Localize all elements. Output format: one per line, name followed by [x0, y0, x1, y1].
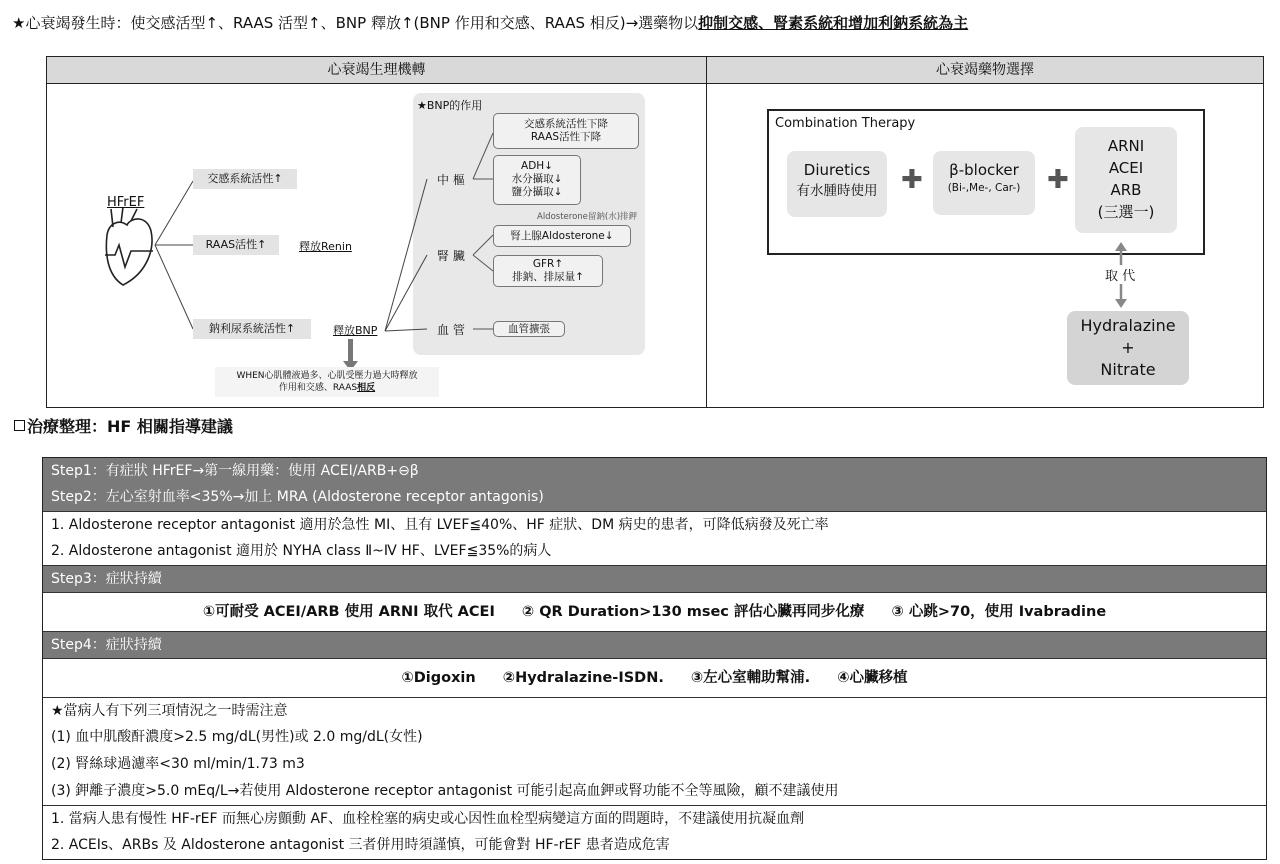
arni-label: ARNI	[1107, 137, 1145, 155]
guideline-table	[42, 457, 1267, 860]
central-box-1: 交感系統活性下降 RAAS活性下降	[493, 113, 639, 149]
drug-column	[707, 57, 1263, 407]
section-title	[14, 414, 233, 437]
section-title-text: 治療整理：HF 相關指導建議	[27, 417, 233, 436]
mechanism-drug-table	[46, 56, 1264, 408]
step3-option-2: ② QR Duration>130 msec 評估心臟再同步化療	[521, 604, 865, 620]
beta-blocker-note: (Bi-,Me-, Car-)	[947, 182, 1021, 194]
central-label: 中 樞	[437, 173, 465, 187]
when-note-line2	[215, 382, 439, 394]
when-note-line2a: 作用和交感、RAAS	[278, 383, 358, 393]
step2-row: Step2：左心室射血率<35%→加上 MRA (Aldosterone receptor antagonis)	[43, 484, 1266, 511]
step1-row: Step1：有症狀 HFrEF→第一線用藥：使用 ACEI/ARB+⊖β	[43, 458, 1266, 484]
kidney-box-1: 腎上腺Aldosterone↓	[493, 225, 631, 247]
hydralazine-plus: +	[1121, 338, 1135, 357]
step3-row: Step3：症狀持續	[43, 565, 1266, 592]
step4-option-4: ④心臟移植	[837, 670, 908, 686]
intro-line	[12, 12, 968, 33]
step3-options	[43, 592, 1266, 631]
step4-option-3: ③左心室輔助幫浦.	[690, 670, 811, 686]
note-item-1: 1. 當病人患有慢性 HF-rEF 而無心房顫動 AF、血栓栓塞的病史或心因性血栓型病變這方面的問題時，不建議使用抗凝血劑	[43, 805, 1266, 832]
mechanism-column	[47, 57, 707, 407]
step4-option-1: ①Digoxin	[401, 670, 476, 686]
diuretics-note: 有水腫時使用	[796, 183, 878, 199]
nitrate-label: Nitrate	[1100, 360, 1156, 379]
caution-item-2: (2) 腎絲球過濾率<30 ml/min/1.73 m3	[51, 756, 305, 772]
kidney-label: 腎 臟	[437, 249, 465, 263]
sympathetic-box: 交感系統活性↑	[193, 169, 297, 189]
when-note-line2b: 相反	[357, 383, 376, 393]
kidney-note: Aldosterone留鈉(水)排鉀	[537, 212, 638, 222]
diuretics-pill	[787, 151, 887, 217]
step3-option-3: ③ 心跳>70，使用 Ivabradine	[891, 604, 1107, 620]
step4-row: Step4：症狀持續	[43, 631, 1266, 658]
step4-options	[43, 658, 1266, 697]
hydralazine-nitrate-pill	[1067, 311, 1189, 385]
intro-prefix: ★心衰竭發生時：使交感活型↑、RAAS 活型↑、BNP 釋放↑(BNP 作用和交感、RAAS 相反)→選藥物以	[12, 14, 699, 32]
mechanism-diagram	[47, 85, 707, 407]
combination-therapy-title: Combination Therapy	[775, 116, 916, 131]
choose-one-label: (三選一)	[1097, 203, 1155, 221]
hfref-label: HFrEF	[107, 195, 145, 210]
heart-icon	[105, 207, 153, 285]
arni-acei-arb-pill	[1075, 127, 1177, 233]
caution-title: ★當病人有下列三項情況之一時需注意	[43, 697, 1266, 724]
mechanism-header: 心衰竭生理機轉	[47, 57, 706, 84]
acei-label: ACEI	[1108, 159, 1144, 177]
vessel-label: 血 管	[437, 323, 465, 337]
beta-blocker-label: β-blocker	[949, 161, 1019, 179]
replace-label: 取 代	[1105, 265, 1135, 284]
diuretics-label: Diuretics	[803, 161, 871, 179]
checkbox-icon	[14, 420, 25, 431]
when-note	[215, 367, 439, 397]
hydralazine-label: Hydralazine	[1080, 316, 1176, 335]
release-bnp-label: 釋放BNP	[333, 324, 378, 337]
release-renin-label: 釋放Renin	[299, 240, 352, 253]
natriuretic-box: 鈉利尿系統活性↑	[193, 319, 311, 339]
step4-option-2: ②Hydralazine-ISDN.	[502, 670, 664, 686]
step3-option-1: ①可耐受 ACEI/ARB 使用 ARNI 取代 ACEI	[202, 604, 495, 620]
beta-blocker-pill	[933, 151, 1035, 215]
step2-item-1: 1. Aldosterone receptor antagonist 適用於急性 MI、且有 LVEF≦40%、HF 症狀、DM 病史的患者，可降低病發及死亡率	[43, 511, 1266, 538]
vessel-box: 血管擴張	[493, 321, 565, 337]
plus-icon: ✚	[1047, 165, 1069, 195]
bnp-title: ★BNP的作用	[417, 99, 483, 112]
central-box-2: ADH↓ 水分攝取↓ 鹽分攝取↓	[493, 155, 581, 205]
combination-therapy-frame	[767, 109, 1205, 255]
plus-icon: ✚	[901, 165, 923, 195]
intro-emphasis: 抑制交感、腎素系統和增加利鈉系統為主	[698, 14, 969, 32]
kidney-box-2: GFR↑ 排鈉、排尿量↑	[493, 255, 603, 287]
caution-item-1: (1) 血中肌酸酐濃度>2.5 mg/dL(男性)或 2.0 mg/dL(女性)	[51, 729, 423, 745]
when-note-line1: WHEN心肌體液過多、心肌受壓力過大時釋放	[236, 371, 418, 381]
arb-label: ARB	[1110, 181, 1142, 199]
note-item-2: 2. ACEIs、ARBs 及 Aldosterone antagonist 三者併用時須謹慎，可能會對 HF-rEF 患者造成危害	[51, 837, 670, 853]
drug-header: 心衰竭藥物選擇	[707, 57, 1263, 84]
raas-box: RAAS活性↑	[193, 235, 279, 255]
caution-item-3: (3) 鉀離子濃度>5.0 mEq/L→若使用 Aldosterone receptor antagonist 可能引起高血鉀或腎功能不全等風險，顧不建議使用	[51, 783, 839, 799]
step2-item-2: 2. Aldosterone antagonist 適用於 NYHA class Ⅱ~Ⅳ HF、LVEF≦35%的病人	[51, 543, 552, 559]
